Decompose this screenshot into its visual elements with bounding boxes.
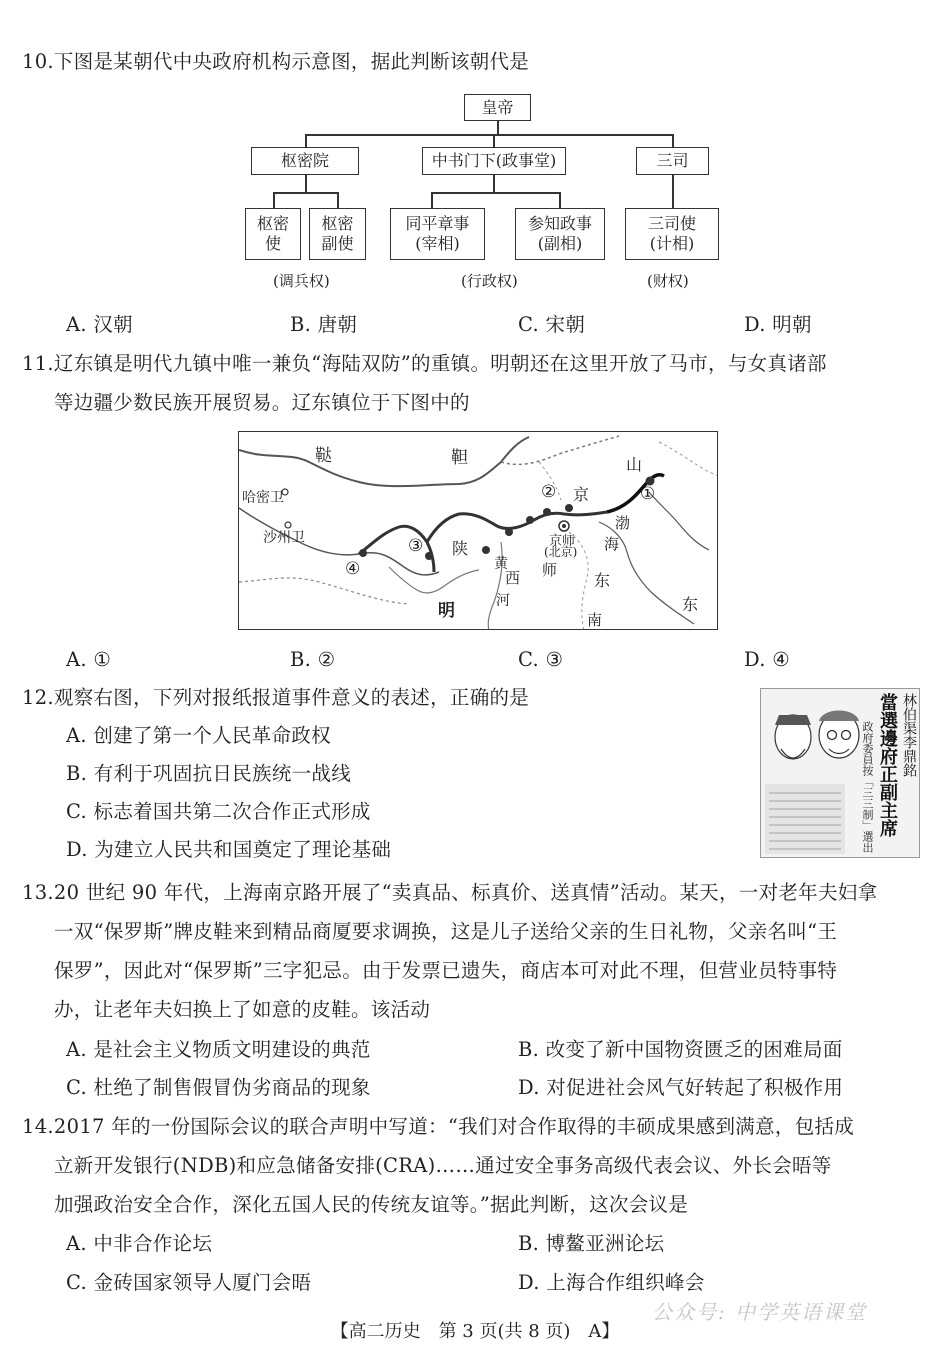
q14-line1: 14.2017 年的一份国际会议的联合声明中写道：“我们对合作取得的丰硕成果感到满意，包括成 — [22, 1115, 855, 1138]
map-label-ming: 明 — [438, 601, 455, 621]
q14-line3: 加强政治安全合作，深化五国人民的传统友谊等。”据此判断，这次会议是 — [54, 1193, 689, 1216]
q13-option-d[interactable]: D. 对促进社会风气好转起了积极作用 — [518, 1076, 844, 1099]
map-label-jing: 京 — [573, 485, 590, 504]
q11-stem-line1: 11.辽东镇是明代九镇中唯一兼负“海陆双防”的重镇。明朝还在这里开放了马市，与女真诸部 — [22, 352, 827, 375]
map-label-huang: 黄 — [494, 556, 508, 572]
map-label-bo: 渤 — [615, 514, 631, 532]
q11-option-c[interactable]: C. ③ — [518, 648, 564, 671]
map-label-shaan: 陕 — [452, 539, 469, 558]
q13-option-a[interactable]: A. 是社会主义物质文明建设的典范 — [66, 1038, 371, 1061]
q13-line3: 保罗”，因此对“保罗斯”三字犯忌。由于发票已遗失，商店本可对此不理，但营业员特事特 — [54, 959, 838, 982]
map-label-shi: 师 — [542, 561, 558, 579]
org-sansi: 三司 — [636, 147, 709, 175]
q10-option-a[interactable]: A. 汉朝 — [66, 313, 133, 336]
q12-option-b[interactable]: B. 有利于巩固抗日民族统一战线 — [66, 762, 352, 785]
q13-line4: 办，让老年夫妇换上了如意的皮鞋。该活动 — [54, 998, 431, 1021]
caption-finance: (财权) — [647, 272, 689, 290]
newspaper-image — [760, 688, 920, 858]
q14-option-a[interactable]: A. 中非合作论坛 — [66, 1232, 213, 1255]
org-emperor: 皇帝 — [464, 94, 531, 121]
q13-line2: 一双“保罗斯”牌皮鞋来到精品商厦要求调换，这是儿子送给父亲的生日礼物，父亲名叫“王 — [54, 920, 838, 943]
q10-option-d[interactable]: D. 明朝 — [744, 313, 812, 336]
q12-option-a[interactable]: A. 创建了第一个人民革命政权 — [66, 724, 331, 747]
page-footer: 【高二历史 第 3 页(共 8 页) A】 — [330, 1321, 620, 1342]
caption-military: (调兵权) — [273, 272, 330, 290]
newspaper-headline-3: 政府委員按「三三制」選出 — [861, 721, 874, 853]
map-label-jingshi: 京师 — [549, 534, 576, 549]
map-label-xi: 西 — [505, 569, 521, 587]
map-label-nan: 南 — [587, 611, 603, 629]
map-label-hami: 哈密卫 — [242, 490, 284, 506]
q14-option-b[interactable]: B. 博鳌亚洲论坛 — [518, 1232, 665, 1255]
q11-stem-line2: 等边疆少数民族开展贸易。辽东镇位于下图中的 — [54, 391, 470, 414]
q13-line1: 13.20 世纪 90 年代，上海南京路开展了“卖真品、标真价、送真情”活动。某天，一对老年夫妇拿 — [22, 881, 878, 904]
org-shumiyuan: 枢密院 — [251, 147, 359, 175]
map-label-he: 河 — [496, 593, 510, 609]
q13-option-b[interactable]: B. 改变了新中国物资匮乏的困难局面 — [518, 1038, 843, 1061]
q14-option-d[interactable]: D. 上海合作组织峰会 — [518, 1271, 705, 1294]
map-label-shan: 山 — [626, 455, 643, 474]
newspaper-headline-2: 當選邊府正副主席 — [877, 693, 898, 837]
map-marker-4: ④ — [345, 559, 361, 579]
ming-map — [238, 431, 718, 630]
org-zhongshumenxia: 中书门下(政事堂) — [422, 147, 566, 175]
org-jixiang: 三司使 (计相) — [625, 208, 719, 260]
q11-option-d[interactable]: D. ④ — [744, 648, 791, 671]
map-label-tatar-2: 靼 — [451, 448, 468, 468]
q12-option-d[interactable]: D. 为建立人民共和国奠定了理论基础 — [66, 838, 392, 861]
org-shumifushi: 枢密 副使 — [309, 208, 366, 260]
q14-line2: 立新开发银行(NDB)和应急储备安排(CRA)……通过安全事务高级代表会议、外长会晤等 — [54, 1154, 832, 1177]
map-label-hai: 海 — [604, 535, 620, 553]
map-label-dong1: 东 — [594, 571, 611, 590]
map-lines — [239, 432, 718, 630]
newspaper-headline-1: 林伯渠李鼎銘 — [901, 693, 917, 777]
q11-option-a[interactable]: A. ① — [66, 648, 112, 671]
q12-stem: 12.观察右图，下列对报纸报道事件意义的表述，正确的是 — [22, 686, 530, 709]
q10-option-c[interactable]: C. 宋朝 — [518, 313, 586, 336]
map-label-tatar-1: 鞑 — [315, 446, 332, 466]
map-label-shazhou: 沙州卫 — [263, 530, 305, 546]
org-shumishi: 枢密 使 — [245, 208, 301, 260]
map-marker-2: ② — [541, 482, 557, 502]
map-marker-1: ① — [640, 484, 656, 504]
q12-option-c[interactable]: C. 标志着国共第二次合作正式形成 — [66, 800, 371, 823]
map-marker-3: ③ — [408, 536, 424, 556]
q10-stem: 10.下图是某朝代中央政府机构示意图，据此判断该朝代是 — [22, 50, 530, 73]
watermark: 公众号: 中学英语课堂 — [652, 1300, 868, 1324]
q13-option-c[interactable]: C. 杜绝了制售假冒伪劣商品的现象 — [66, 1076, 371, 1099]
q11-option-b[interactable]: B. ② — [290, 648, 336, 671]
org-zaixiang: 同平章事 (宰相) — [390, 208, 485, 260]
caption-admin: (行政权) — [461, 272, 518, 290]
q14-option-c[interactable]: C. 金砖国家领导人厦门会晤 — [66, 1271, 312, 1294]
map-label-beijing: (北京) — [544, 545, 578, 559]
map-label-dong2: 东 — [682, 595, 699, 614]
org-fuxiang: 参知政事 (副相) — [515, 208, 605, 260]
q10-option-b[interactable]: B. 唐朝 — [290, 313, 358, 336]
